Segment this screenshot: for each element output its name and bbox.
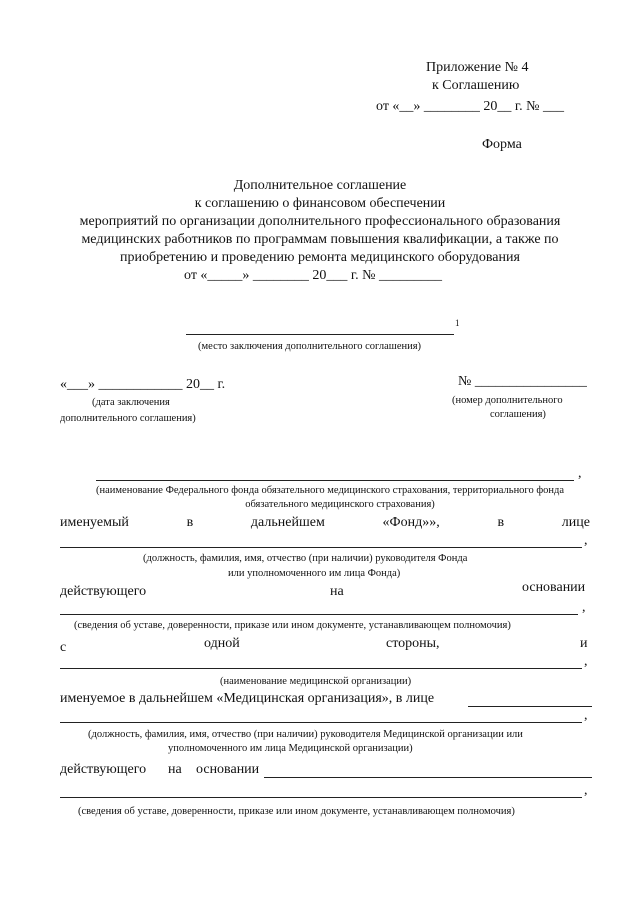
fund-head-caption-2: или уполномоченного им лица Фонда) [228,568,401,579]
org-acting-line [264,777,592,778]
fund-named-word-4: «Фонд»», [382,515,440,530]
org-named-text: именуемое в дальнейшем «Медицинская организация», в лице [60,691,435,706]
fund-named-word-5: в [497,515,505,530]
appendix-to-agreement: к Соглашению [432,78,520,93]
footnote-marker: 1 [455,318,460,328]
place-field-line [186,334,454,335]
fund-basis-line [60,614,578,615]
fund-name-comma: , [578,466,582,481]
fund-name-caption-1: (наименование Федерального фонда обязательного медицинского страхования, территориального фонда [96,485,565,496]
org-named-line [468,706,592,707]
org-acting-word-2: на [168,762,182,777]
org-name-line [60,668,582,669]
fund-named-word-6: лице [561,515,590,530]
date-caption-1: (дата заключения [92,397,170,408]
date-caption-2: дополнительного соглашения) [60,413,196,424]
org-head-line [60,722,582,723]
side-word-1: с [60,640,67,655]
fund-head-line [60,547,582,548]
fund-basis-comma: , [582,600,586,615]
appendix-date-line: от «__» ________ 20__ г. № ___ [376,99,564,114]
fund-named-word-3: дальнейшем [250,515,325,530]
org-head-caption-2: уполномоченного им лица Медицинской организации) [168,743,413,754]
org-basis-line [60,797,582,798]
org-basis-caption: (сведения об уставе, доверенности, приказе или ином документе, устанавливающем полномочия) [78,806,515,817]
title-line-2: к соглашению о финансовом обеспечении [194,196,446,211]
fund-head-comma: , [584,533,588,548]
org-head-comma: , [584,708,588,723]
place-caption: (место заключения дополнительного соглашения) [198,341,422,352]
number-caption-1: (номер дополнительного [452,395,563,406]
form-label: Форма [482,137,522,152]
org-acting-word-1: действующего [60,762,147,777]
org-basis-comma: , [584,783,588,798]
fund-head-caption-1: (должность, фамилия, имя, отчество (при наличии) руководителя Фонда [143,553,468,564]
side-word-4: и [580,636,588,651]
fund-acting-word-3: основании [522,580,586,595]
side-word-2: одной [204,636,240,651]
number-caption-2: соглашения) [490,409,546,420]
fund-name-line [96,480,574,481]
title-line-4: медицинских работников по программам повышения квалификации, а также по [81,232,559,247]
fund-named-row [60,515,590,531]
agreement-number-field: № ________________ [458,374,587,389]
title-line-3: мероприятий по организации дополнительного профессионального образования [79,214,561,229]
org-name-comma: , [584,654,588,669]
title-date-line: от «_____» ________ 20___ г. № _________ [184,268,442,283]
org-name-caption: (наименование медицинской организации) [220,676,412,687]
org-acting-word-3: основании [196,762,260,777]
fund-acting-word-1: действующего [60,584,147,599]
fund-basis-caption: (сведения об уставе, доверенности, приказе или ином документе, устанавливающем полномочия) [74,620,511,631]
fund-named-word-2: в [186,515,194,530]
fund-name-caption-2: обязательного медицинского страхования) [245,499,435,510]
fund-named-word-1: именуемый [60,515,129,530]
title-line-5: приобретению и проведению ремонта медицинского оборудования [120,250,520,265]
side-word-3: стороны, [386,636,440,651]
appendix-number: Приложение № 4 [426,60,529,75]
org-head-caption-1: (должность, фамилия, имя, отчество (при наличии) руководителя Медицинской организации или [88,729,523,740]
agreement-date-field: «___» ____________ 20__ г. [60,377,226,392]
title-line-1: Дополнительное соглашение [233,178,407,193]
fund-acting-word-2: на [330,584,344,599]
